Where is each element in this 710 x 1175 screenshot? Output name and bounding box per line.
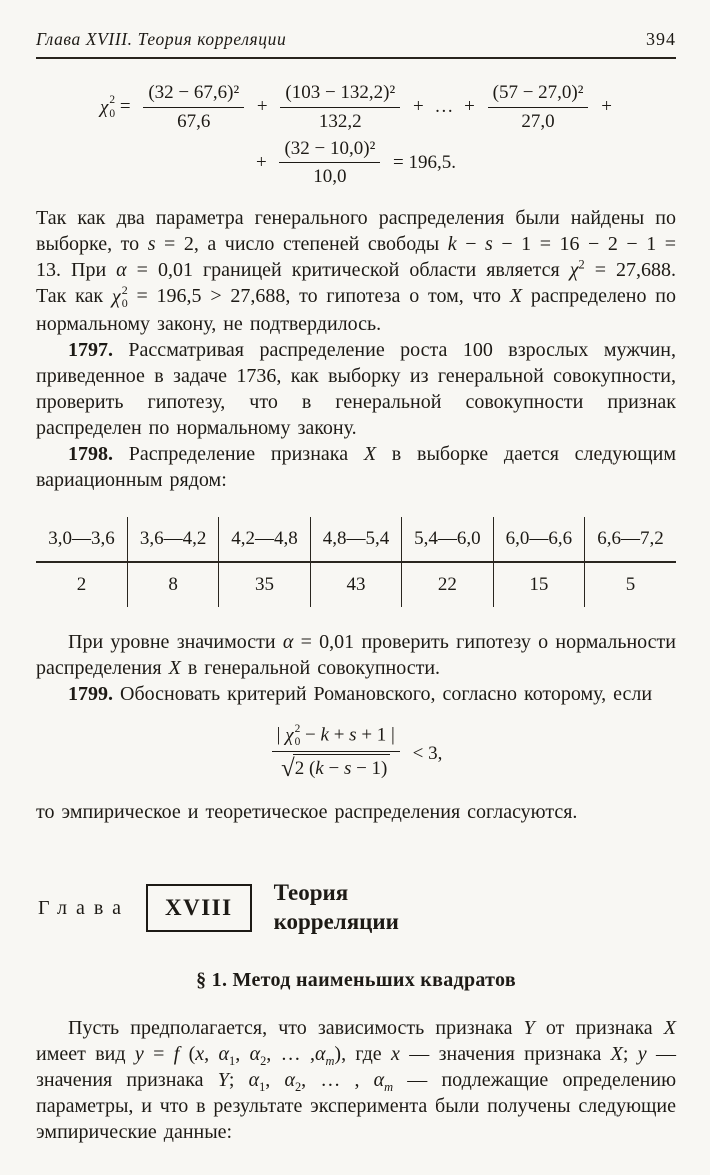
frequency-cell: 35 — [219, 562, 310, 607]
frequency-cell: 22 — [402, 562, 493, 607]
plus-operator: + — [412, 96, 424, 118]
inequality: < 3, — [412, 743, 443, 765]
interval-cell: 6,0—6,6 — [493, 517, 584, 562]
numerator: (57 − 27,0)² — [488, 81, 589, 108]
frequency-cell: 43 — [310, 562, 401, 607]
chapter-title-line-1: Теория — [273, 880, 349, 906]
running-head — [36, 26, 676, 59]
frequency-cell: 8 — [127, 562, 218, 607]
denominator — [272, 752, 400, 785]
paragraph-significance: При уровне значимости α = 0,01 проверить гипотезу о нормальности распределения X в генеральной совокупности. — [36, 631, 676, 680]
plus-operator: + — [256, 96, 268, 118]
plus-operator: + — [255, 151, 267, 173]
frequency-cell: 15 — [493, 562, 584, 607]
radical-sign: √ — [281, 755, 295, 783]
denominator: 132,2 — [318, 110, 362, 132]
chapter-number-box: XVIII — [146, 884, 252, 932]
interval-cell: 4,2—4,8 — [219, 517, 310, 562]
chi-formula-line-2 — [36, 137, 676, 190]
chapter-title — [274, 879, 399, 937]
paragraph-agreement: то эмпирическое и теоретическое распределения согласуются. — [36, 801, 578, 824]
interval-cell: 6,6—7,2 — [585, 517, 676, 562]
plus-operator: + — [464, 96, 475, 118]
frequency-cell: 2 — [76, 574, 87, 596]
denominator: 27,0 — [521, 110, 555, 132]
paragraph-intro: Пусть предполагается, что зависимость признака Y от признака X имеет вид y = f (x, $\alpha_1$, $\alpha_2$, … $,\alpha_m$), где x — значения признака X; y — значения признака Y; $\alpha_1$, $\alpha_2$, … , $\alpha_m$ — подлежащие определению параметры, и что в результате эксперимента были получены следующие эмпирические данные: — [36, 1016, 677, 1143]
frequency-cell: 5 — [585, 562, 676, 607]
paragraph-1798: 1798. Распределение признака X в выборке дается следующим вариационным рядом: — [36, 443, 676, 492]
numerator: (32 − 10,0)² — [279, 137, 380, 164]
chapter-title-line-2: корреляции — [273, 909, 399, 935]
romanovsky-fraction — [272, 723, 400, 785]
running-head-title: Глава XVIII. Теория корреляции — [36, 29, 287, 49]
paragraph-1799: 1799. Обосновать критерий Романовского, согласно которому, если — [68, 683, 653, 706]
chi-lhs: χ 2 0 = — [100, 94, 131, 120]
fraction-4 — [279, 137, 380, 190]
paragraph-conclusion: Так как два параметра генерального распределения были найдены по выборке, то s = 2, а число степеней свободы k − s − 1 = 16 − 2 − 1 = 13. При α = 0,01 границей критической области является $\chi^2 = 27,688$. Так как χ 2 0 = 196,5 > 27,688, то гипотеза о том, что X распределено по нормальному закону, не подтвердилось. — [36, 207, 677, 336]
interval-cell: 4,8—5,4 — [310, 517, 401, 562]
fraction-1 — [143, 81, 244, 134]
ellipsis: … — [434, 96, 454, 118]
page-number: 394 — [646, 29, 676, 49]
interval-cell: 3,0—3,6 — [36, 517, 127, 562]
formula-result: = 196,5. — [393, 151, 456, 173]
fraction-2 — [280, 81, 400, 134]
numerator: | χ 2 0 − k + s + 1 | — [272, 723, 400, 752]
frequency-row — [36, 562, 676, 607]
plus-operator: + — [601, 96, 612, 118]
numerator: (103 − 132,2)² — [280, 81, 400, 108]
chapter-heading — [38, 879, 676, 937]
fraction-3 — [488, 81, 589, 134]
variation-table — [36, 517, 676, 607]
numerator: (32 − 67,6)² — [143, 81, 244, 108]
chapter-word: Глава — [38, 897, 130, 920]
chi-square-formula — [36, 81, 676, 189]
paragraph-1797: 1797. Рассматривая распределение роста 100 взрослых мужчин, приведенное в задаче 1736, как выборку из генеральной совокупности, проверить гипотезу, что в генеральной совокупности признак распределен по нормальному закону. — [36, 339, 676, 440]
chi-formula-line-1 — [36, 81, 676, 134]
interval-row — [36, 517, 676, 562]
denominator: 67,6 — [177, 110, 211, 132]
interval-cell: 3,6—4,2 — [127, 517, 218, 562]
denominator: 10,0 — [313, 166, 347, 188]
radicand: 2 (k − s − 1) — [293, 754, 391, 781]
interval-cell: 5,4—6,0 — [402, 517, 493, 562]
section-heading: § 1. Метод наименьших квадратов — [196, 968, 516, 991]
romanovsky-formula — [36, 723, 676, 785]
